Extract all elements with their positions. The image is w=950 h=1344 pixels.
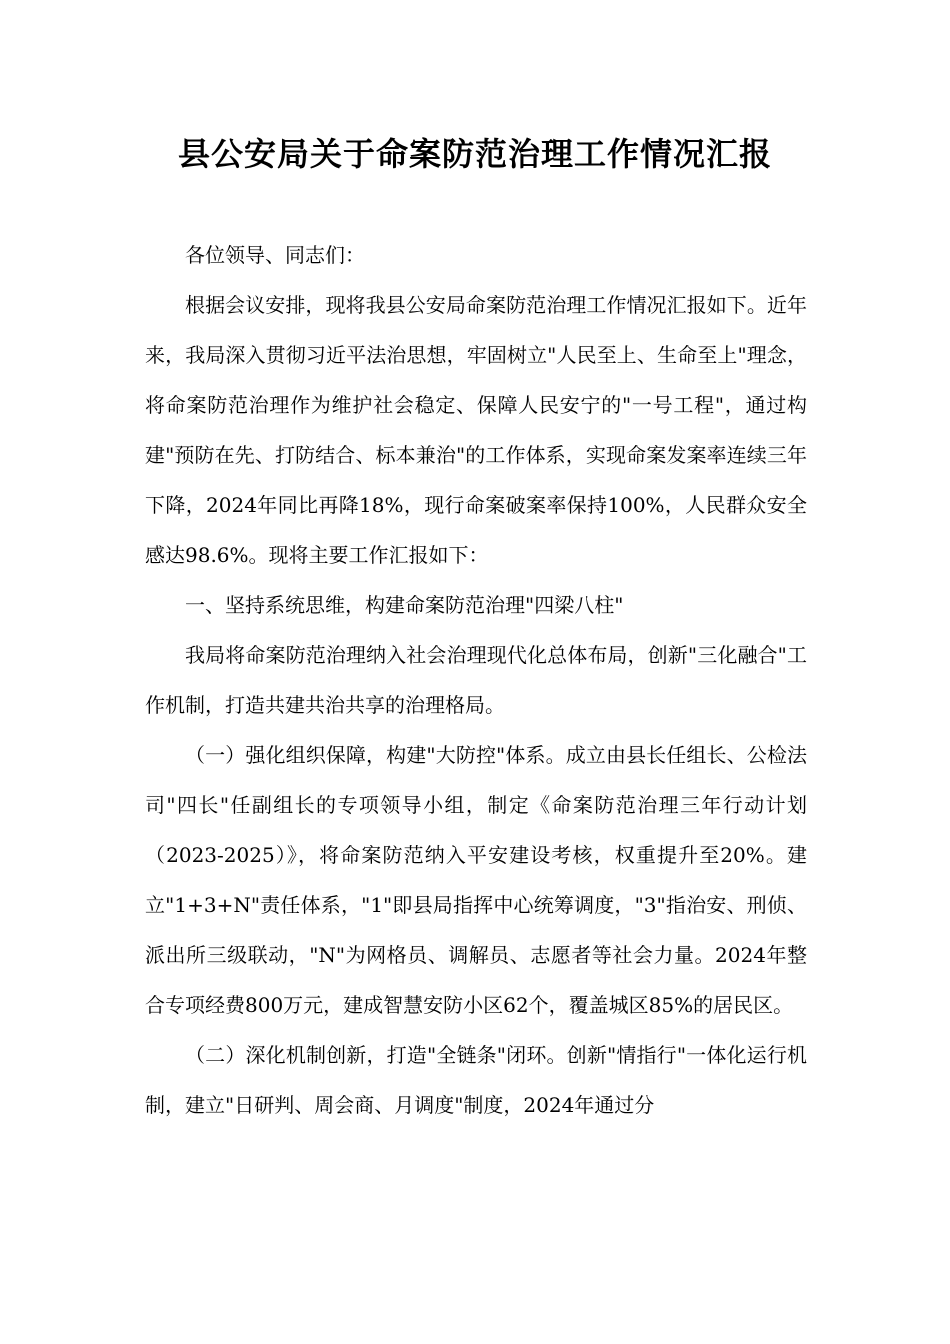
document-body — [145, 230, 807, 1130]
paragraph-subsection-1: （一）强化组织保障，构建"大防控"体系。成立由县长任组长、公检法司"四长"任副组长的专项领导小组，制定《命案防范治理三年行动计划（2023-2025）》，将命案防范纳入平安建设考核，权重提升至20%。建立"1+3+N"责任体系，"1"即县局指挥中心统筹调度，"3"指治安、刑侦、派出所三级联动，"N"为网格员、调解员、志愿者等社会力量。2024年整合专项经费800万元，建成智慧安防小区62个，覆盖城区85%的居民区。 — [145, 743, 807, 1017]
paragraph-subsection-2: （二）深化机制创新，打造"全链条"闭环。创新"情指行"一体化运行机制，建立"日研判、周会商、月调度"制度，2024年通过分 — [145, 1043, 807, 1117]
section-heading-1: 一、坚持系统思维，构建命案防范治理"四梁八柱" — [185, 593, 624, 617]
greeting: 各位领导、同志们： — [185, 243, 365, 267]
paragraph-intro: 根据会议安排，现将我县公安局命案防范治理工作情况汇报如下。近年来，我局深入贯彻习近平法治思想，牢固树立"人民至上、生命至上"理念，将命案防范治理作为维护社会稳定、保障人民安宁的"一号工程"，通过构建"预防在先、打防结合、标本兼治"的工作体系，实现命案发案率连续三年下降，2024年同比再降18%，现行命案破案率保持100%，人民群众安全感达98.6%。现将主要工作汇报如下： — [145, 293, 807, 567]
document-title: 县公安局关于命案防范治理工作情况汇报 — [177, 135, 772, 173]
paragraph-section-1: 我局将命案防范治理纳入社会治理现代化总体布局，创新"三化融合"工作机制，打造共建共治共享的治理格局。 — [145, 643, 807, 717]
